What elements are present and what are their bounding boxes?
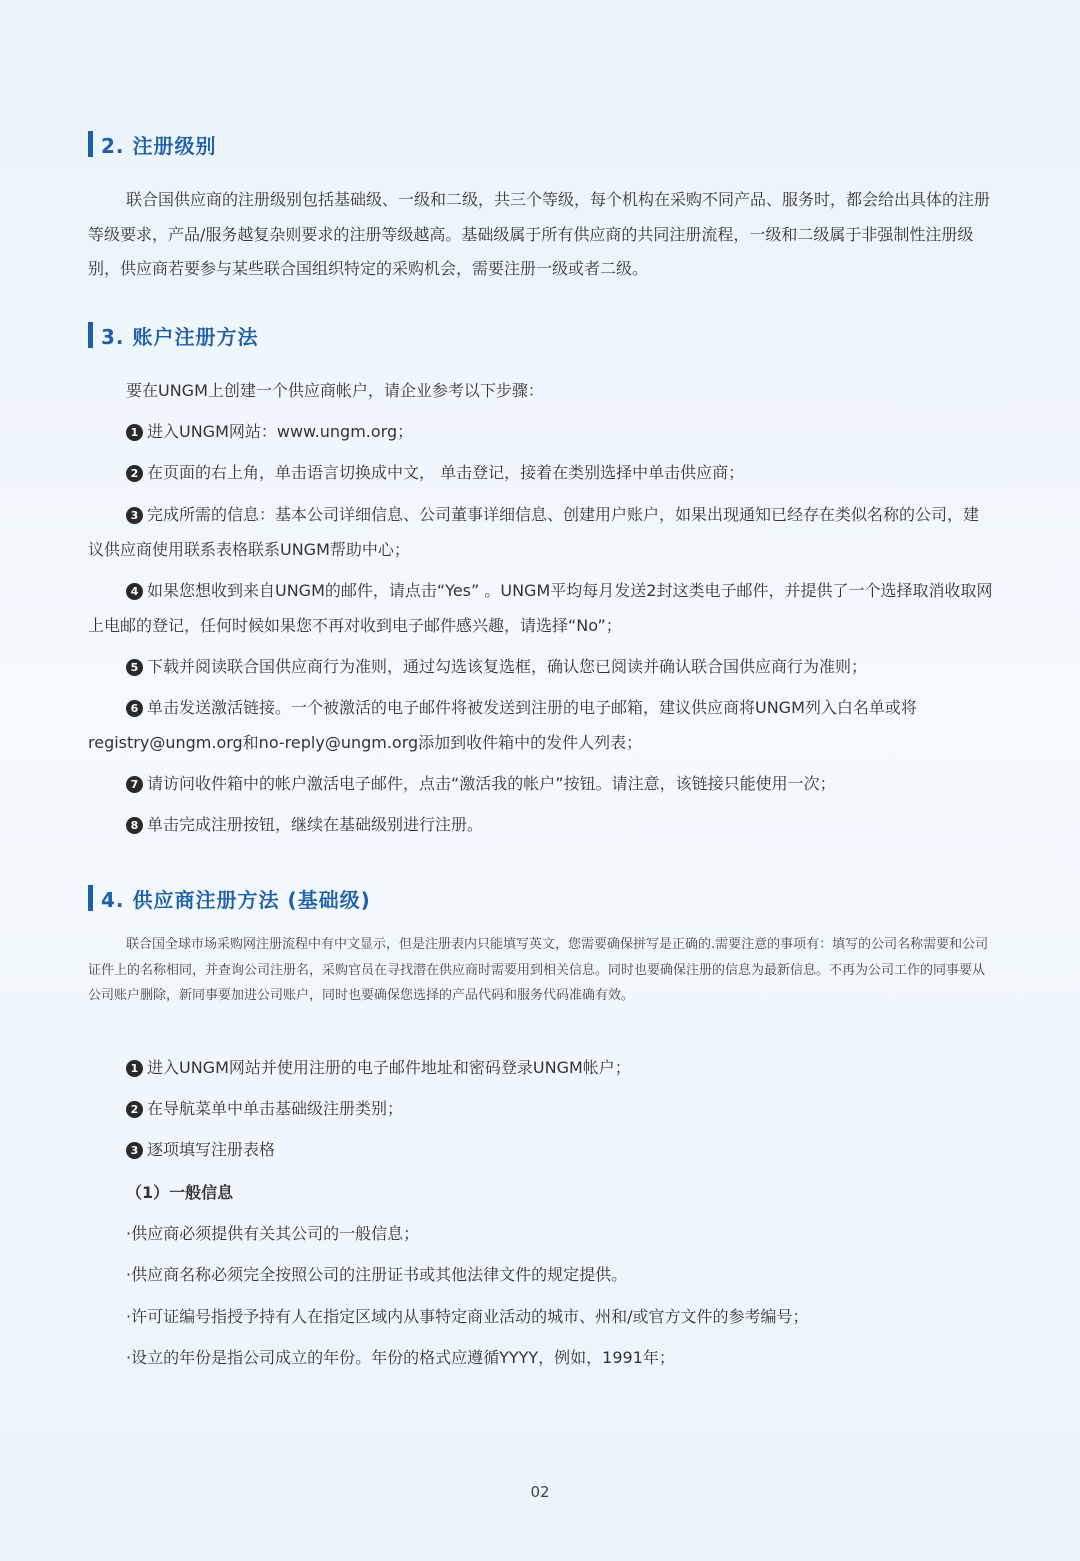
- heading-accent-bar: [88, 131, 93, 157]
- registration-levels-paragraph: 联合国供应商的注册级别包括基础级、一级和二级，共三个等级，每个机构在采购不同产品、服务时，都会给出具体的注册等级要求，产品/服务越复杂则要求的注册等级越高。基础级属于所有供应商的共同注册流程，一级和二级属于非强制性注册级别，供应商若要参与某些联合国组织特定的采购机会，需要注册一级或者二级。: [88, 190, 991, 278]
- bullet-item: ·供应商名称必须完全按照公司的注册证书或其他法律文件的规定提供。: [126, 1265, 628, 1284]
- section-heading-registration-levels: [88, 131, 216, 157]
- step-number-badge: 3: [126, 1142, 143, 1159]
- supplier-step: [88, 1092, 994, 1127]
- supplier-step: [88, 1133, 994, 1168]
- heading-accent-bar: [88, 885, 93, 911]
- bullet-item: ·供应商必须提供有关其公司的一般信息；: [126, 1224, 420, 1243]
- step-text: 下载并阅读联合国供应商行为准则，通过勾选该复选框，确认您已阅读并确认联合国供应商行为准则；: [147, 657, 868, 676]
- step-text: 进入UNGM网站：www.ungm.org；: [147, 422, 414, 441]
- step-number-badge: 1: [126, 1060, 143, 1077]
- registration-note-paragraph: 联合国全球市场采购网注册流程中有中文显示，但是注册表内只能填写英文，您需要确保拼写是正确的.需要注意的事项有：填写的公司名称需要和公司证件上的名称相同，并查询公司注册名，采购官员在寻找潜在供应商时需要用到相关信息。同时也要确保注册的信息为最新信息。不再为公司工作的同事要从公司账户删除，新同事要加进公司账户，同时也要确保您选择的产品代码和服务代码准确有效。: [88, 937, 989, 1003]
- account-step: [88, 650, 994, 685]
- step-text: 单击完成注册按钮，继续在基础级别进行注册。: [147, 815, 484, 834]
- account-steps-intro: 要在UNGM上创建一个供应商帐户，请企业参考以下步骤：: [126, 381, 544, 400]
- step-number-badge: 1: [126, 424, 143, 441]
- step-text: 如果您想收到来自UNGM的邮件，请点击“Yes” 。UNGM平均每月发送2封这类电子邮件，并提供了一个选择取消收取网上电邮的登记，任何时候如果您不再对收到电子邮件感兴趣，请选择“No”；: [88, 581, 993, 635]
- step-number-badge: 7: [126, 776, 143, 793]
- step-number-badge: 2: [126, 1101, 143, 1118]
- step-number-badge: 3: [126, 507, 143, 524]
- section-title: 3. 账户注册方法: [101, 324, 259, 349]
- account-step: [88, 574, 994, 643]
- step-text: 在导航菜单中单击基础级注册类别；: [147, 1099, 404, 1118]
- account-step: [88, 456, 994, 491]
- account-step: [88, 808, 994, 843]
- step-number-badge: 5: [126, 659, 143, 676]
- account-step: [88, 498, 994, 567]
- bullet-item: ·设立的年份是指公司成立的年份。年份的格式应遵循YYYY，例如，1991年；: [126, 1348, 675, 1367]
- step-number-badge: 2: [126, 465, 143, 482]
- step-number-badge: 4: [126, 583, 143, 600]
- step-number-badge: 8: [126, 817, 143, 834]
- account-step: [88, 691, 994, 760]
- step-text: 完成所需的信息：基本公司详细信息、公司董事详细信息、创建用户账户，如果出现通知已经存在类似名称的公司，建议供应商使用联系表格联系UNGM帮助中心；: [88, 505, 980, 559]
- general-info-subheading: （1）一般信息: [126, 1183, 234, 1202]
- step-text: 在页面的右上角，单击语言切换成中文， 单击登记，接着在类别选择中单击供应商；: [147, 463, 745, 482]
- section-title: 4. 供应商注册方法 (基础级): [101, 887, 371, 912]
- account-step: [88, 415, 994, 450]
- supplier-step: [88, 1051, 994, 1086]
- step-number-badge: 6: [126, 700, 143, 717]
- section-heading-account-registration: [88, 322, 258, 348]
- account-step: [88, 767, 994, 802]
- heading-accent-bar: [88, 322, 93, 348]
- bullet-item: ·许可证编号指授予持有人在指定区域内从事特定商业活动的城市、州和/或官方文件的参考编号；: [126, 1307, 809, 1326]
- step-text: 逐项填写注册表格: [147, 1140, 276, 1159]
- page-number: 02: [530, 1483, 550, 1501]
- step-text: 单击发送激活链接。一个被激活的电子邮件将被发送到注册的电子邮箱，建议供应商将UNGM列入白名单或将registry@ungm.org和no-reply@ungm.org添加到收件箱中的发件人列表；: [88, 698, 917, 752]
- step-text: 进入UNGM网站并使用注册的电子邮件地址和密码登录UNGM帐户；: [147, 1058, 631, 1077]
- section-title: 2. 注册级别: [101, 133, 217, 158]
- step-text: 请访问收件箱中的帐户激活电子邮件，点击“激活我的帐户”按钮。请注意，该链接只能使用一次；: [147, 774, 836, 793]
- section-heading-supplier-registration: [88, 885, 371, 911]
